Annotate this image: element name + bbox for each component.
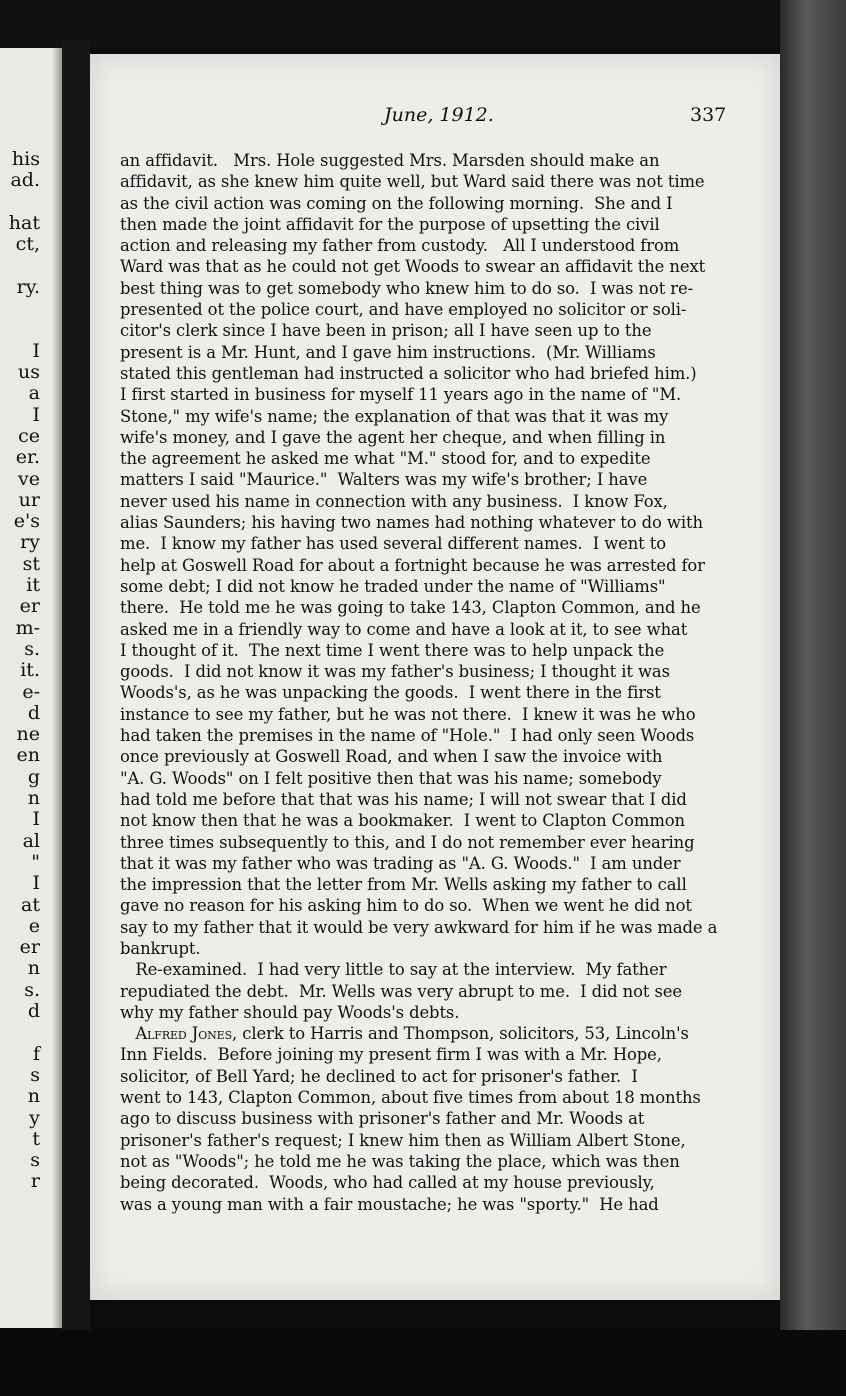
left-page-fragment: it.: [20, 659, 40, 682]
text-line: the impression that the letter from Mr. Wells asking my father to call: [120, 875, 687, 895]
text-line: present is a Mr. Hunt, and I gave him instructions. (Mr. Williams: [120, 342, 656, 362]
book-page: [90, 54, 780, 1300]
left-page-fragment: s.: [24, 978, 40, 1001]
left-page-fragment: n: [27, 787, 40, 809]
left-page-fragment: er: [19, 595, 40, 618]
text-line: me. I know my father has used several different names. I went to: [120, 534, 667, 554]
text-line: once previously at Goswell Road, and when I saw the invoice with: [120, 747, 663, 767]
text-line: citor's clerk since I have been in prison; all I have seen up to the: [120, 321, 652, 341]
text-line: being decorated. Woods, who had called at my house previously,: [120, 1173, 655, 1193]
text-line: Alfred Jones, clerk to Harris and Thompson, solicitors, 53, Lincoln's: [135, 1024, 689, 1044]
scan-top-border: [0, 0, 846, 48]
text-line: Ward was that as he could not get Woods to swear an affidavit the next: [120, 257, 706, 277]
text-line: as the civil action was coming on the following morning. She and I: [120, 193, 673, 213]
left-page-fragment: ce: [18, 424, 40, 447]
text-line: presented ot the police court, and have employed no solicitor or soli-: [120, 300, 687, 320]
left-page-fragment: ve: [18, 467, 40, 490]
text-line: went to 143, Clapton Common, about five times from about 18 months: [120, 1088, 701, 1108]
text-line: not know then that he was a bookmaker. I went to Clapton Common: [120, 811, 685, 831]
text-line: had told me before that that was his name; I will not swear that I did: [120, 789, 687, 809]
text-line: solicitor, of Bell Yard; he declined to act for prisoner's father. I: [120, 1066, 638, 1086]
left-page-fragment: ry.: [16, 275, 40, 298]
left-page-fragment: er: [19, 936, 40, 959]
left-page-fragment: ne: [16, 723, 40, 746]
text-line: I thought of it. The next time I went there was to help unpack the: [120, 640, 665, 660]
binding-gutter: [62, 40, 90, 1340]
page-number: 337: [690, 104, 727, 126]
text-line: Stone," my wife's name; the explanation of that was that it was my: [120, 406, 669, 426]
left-page-fragment: a: [28, 382, 40, 405]
text-line: prisoner's father's request; I knew him then as William Albert Stone,: [120, 1130, 686, 1150]
text-line: bankrupt.: [120, 938, 201, 958]
text-line: an affidavit. Mrs. Hole suggested Mrs. Marsden should make an: [120, 151, 660, 170]
left-page-fragment: I: [32, 872, 40, 895]
left-page-fragment: er.: [15, 446, 40, 469]
running-head: [90, 104, 780, 128]
left-page-fragment: I: [32, 403, 40, 426]
left-page-edge: [0, 48, 66, 1328]
left-page-fragment: en: [16, 744, 40, 767]
text-line: Woods's, as he was unpacking the goods. I went there in the first: [120, 683, 661, 703]
text-line: three times subsequently to this, and I do not remember ever hearing: [120, 832, 695, 852]
text-line: best thing was to get somebody who knew him to do so. I was not re-: [120, 278, 694, 298]
text-line: then made the joint affidavit for the purpose of upsetting the civil: [120, 214, 660, 234]
text-line: some debt; I did not know he traded under the name of "Williams": [120, 576, 666, 596]
left-page-fragment: ry: [20, 531, 40, 554]
left-page-fragment: I: [32, 808, 40, 831]
left-page-fragment: it: [26, 574, 40, 596]
text-line: not as "Woods"; he told me he was taking the place, which was then: [120, 1151, 680, 1171]
left-page-fragment: t: [32, 1127, 40, 1150]
text-line: that it was my father who was trading as "A. G. Woods." I am under: [120, 853, 681, 873]
text-line: repudiated the debt. Mr. Wells was very abrupt to me. I did not see: [120, 981, 683, 1001]
left-page-fragment: his: [11, 148, 40, 170]
witness-name: Alfred Jones: [135, 1024, 233, 1044]
left-page-fragment: s.: [24, 637, 40, 660]
left-page-fragment: ur: [18, 488, 40, 511]
left-page-fragment: n: [27, 1085, 40, 1108]
text-line: instance to see my father, but he was not there. I knew it was he who: [120, 704, 696, 724]
text-line: never used his name in connection with any business. I know Fox,: [120, 491, 668, 511]
left-page-fragment: d: [27, 1000, 40, 1022]
text-line: alias Saunders; his having two names had nothing whatever to do with: [120, 513, 703, 533]
text-line: there. He told me he was going to take 143, Clapton Common, and he: [120, 598, 701, 618]
left-page-fragment: n: [27, 957, 40, 980]
text-line: gave no reason for his asking him to do so. When we went he did not: [120, 896, 692, 916]
left-page-fragment: s: [30, 1149, 40, 1172]
text-line: Re-examined. I had very little to say at the interview. My father: [120, 960, 667, 980]
text-line: action and releasing my father from custody. All I understood from: [120, 236, 680, 256]
text-line: help at Goswell Road for about a fortnight because he was arrested for: [120, 555, 705, 575]
text-line: say to my father that it would be very awkward for him if he was made a: [120, 917, 718, 937]
left-page-fragment: I: [32, 339, 40, 362]
left-page-fragment: at: [21, 893, 40, 916]
page-body-text: [120, 150, 770, 1215]
left-page-fragment: us: [18, 361, 40, 383]
text-line: stated this gentleman had instructed a solicitor who had briefed him.): [120, 363, 697, 383]
page-date: June, 1912.: [384, 104, 494, 126]
text-line: had taken the premises in the name of "Hole." I had only seen Woods: [120, 726, 695, 746]
text-line: "A. G. Woods" on I felt positive then that was his name; somebody: [120, 768, 662, 788]
left-page-fragment: e: [28, 914, 40, 937]
text-line: matters I said "Maurice." Walters was my wife's brother; I have: [120, 470, 648, 490]
text-line: I first started in business for myself 11 years ago in the name of "M.: [120, 385, 682, 405]
text-line: asked me in a friendly way to come and have a look at it, to see what: [120, 619, 688, 639]
left-page-fragment: ": [31, 850, 40, 873]
text-line: wife's money, and I gave the agent her cheque, and when filling in: [120, 427, 666, 447]
text-line: Inn Fields. Before joining my present firm I was with a Mr. Hope,: [120, 1045, 662, 1065]
text-line: was a young man with a fair moustache; he was "sporty." He had: [120, 1194, 659, 1214]
text-line: goods. I did not know it was my father's business; I thought it was: [120, 662, 670, 682]
left-page-fragment: st: [22, 552, 40, 575]
left-page-fragment: s: [30, 1063, 40, 1086]
left-page-fragment: f: [32, 1042, 40, 1065]
left-page-fragment: g: [27, 765, 40, 788]
left-page-fragment: hat: [8, 211, 40, 234]
left-page-fragment: m-: [15, 616, 40, 639]
left-page-fragment: e-: [22, 680, 40, 703]
left-page-fragment: ad.: [10, 169, 40, 192]
book-fore-edge: [780, 0, 846, 1396]
text-line: why my father should pay Woods's debts.: [120, 1002, 460, 1022]
left-page-fragment: r: [30, 1170, 40, 1193]
text-line: ago to discuss business with prisoner's father and Mr. Woods at: [120, 1109, 645, 1129]
left-page-fragment: y: [29, 1106, 40, 1129]
left-page-fragment: d: [27, 701, 40, 724]
left-page-fragment: ct,: [15, 233, 40, 256]
text-line: the agreement he asked me what "M." stood for, and to expedite: [120, 449, 651, 469]
text-line: affidavit, as she knew him quite well, but Ward said there was not time: [120, 172, 705, 192]
left-page-fragment: al: [22, 829, 40, 852]
left-page-fragment: e's: [13, 510, 40, 533]
scan-bottom-border: [0, 1330, 846, 1396]
